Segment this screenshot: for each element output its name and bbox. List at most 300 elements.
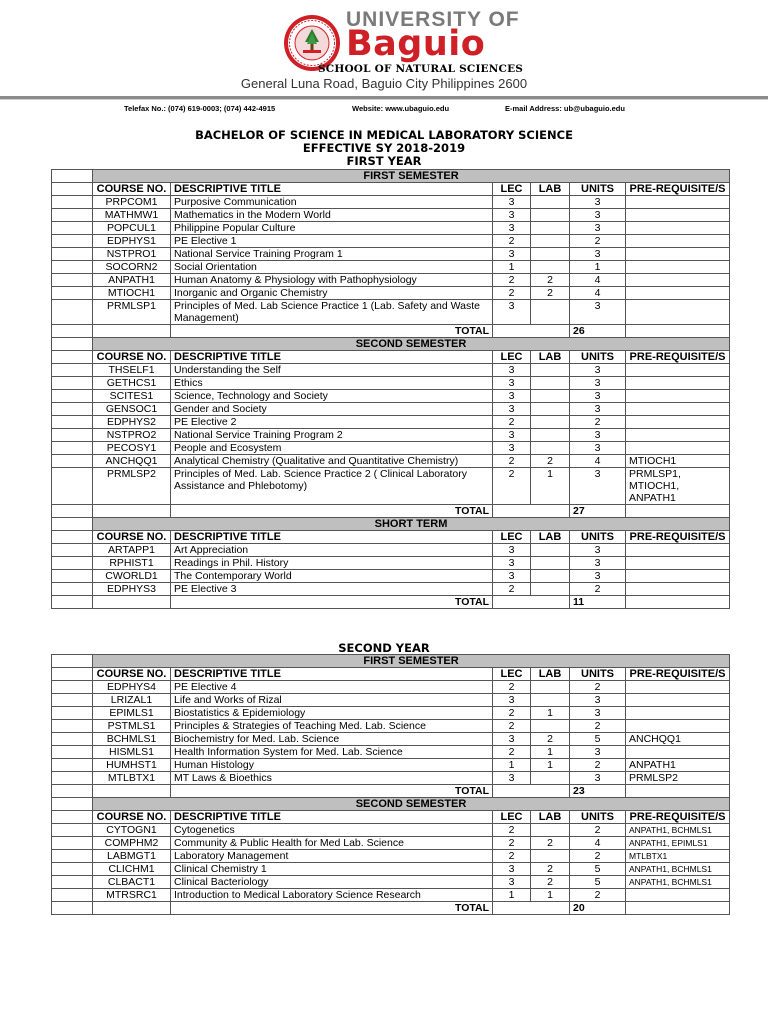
course-code: RPHIST1 <box>93 557 171 570</box>
row-spacer <box>52 824 93 837</box>
lab-value <box>531 557 570 570</box>
prerequisite-value <box>626 416 730 429</box>
course-title: Social Orientation <box>171 261 493 274</box>
semester-label: SHORT TERM <box>93 518 730 531</box>
letterhead <box>0 0 768 96</box>
lec-header: LEC <box>493 531 531 544</box>
semester-spacer <box>52 655 93 668</box>
course-title: Gender and Society <box>171 403 493 416</box>
prerequisite-value: ANPATH1, BCHMLS1 <box>626 876 730 889</box>
units-value: 2 <box>570 759 626 772</box>
units-value: 2 <box>570 850 626 863</box>
course-row <box>52 707 730 720</box>
course-no-header: COURSE NO. <box>93 668 171 681</box>
course-code: CLBACT1 <box>93 876 171 889</box>
lec-value: 3 <box>493 300 531 325</box>
total-blank-code <box>93 505 171 518</box>
prerequisite-value <box>626 390 730 403</box>
lab-value: 1 <box>531 468 570 505</box>
row-spacer <box>52 248 93 261</box>
course-row <box>52 287 730 300</box>
lab-value: 1 <box>531 746 570 759</box>
column-header-row <box>52 668 730 681</box>
row-spacer <box>52 570 93 583</box>
course-row <box>52 746 730 759</box>
lab-header: LAB <box>531 811 570 824</box>
units-value: 5 <box>570 733 626 746</box>
units-value: 3 <box>570 442 626 455</box>
course-title: Art Appreciation <box>171 544 493 557</box>
lab-value <box>531 364 570 377</box>
lec-value: 3 <box>493 863 531 876</box>
course-row <box>52 681 730 694</box>
lab-value: 2 <box>531 287 570 300</box>
course-row <box>52 876 730 889</box>
course-code: NSTPRO2 <box>93 429 171 442</box>
units-value: 3 <box>570 196 626 209</box>
row-spacer <box>52 287 93 300</box>
lab-value <box>531 390 570 403</box>
total-spacer <box>52 785 93 798</box>
lec-value: 3 <box>493 442 531 455</box>
prerequisite-value <box>626 746 730 759</box>
website-link[interactable]: Website: www.ubaguio.edu <box>352 104 450 113</box>
course-code: MATHMW1 <box>93 209 171 222</box>
lab-value <box>531 544 570 557</box>
course-code: POPCUL1 <box>93 222 171 235</box>
course-row <box>52 222 730 235</box>
row-spacer <box>52 733 93 746</box>
course-title: PE Elective 1 <box>171 235 493 248</box>
lab-value <box>531 681 570 694</box>
row-spacer <box>52 707 93 720</box>
lab-value <box>531 248 570 261</box>
total-label: TOTAL <box>171 325 493 338</box>
lec-value: 3 <box>493 733 531 746</box>
course-title: Ethics <box>171 377 493 390</box>
course-title: Principles of Med. Lab. Science Practice 2 ( Clinical Laboratory Assistance and Phlebotomy) <box>171 468 493 505</box>
lec-value: 3 <box>493 209 531 222</box>
lab-header: LAB <box>531 351 570 364</box>
prerequisite-value: ANPATH1, EPIMLS1 <box>626 837 730 850</box>
prereq-header: PRE-REQUISITE/S <box>626 811 730 824</box>
lab-value <box>531 222 570 235</box>
row-spacer <box>52 377 93 390</box>
course-title: Clinical Chemistry 1 <box>171 863 493 876</box>
prerequisite-value <box>626 583 730 596</box>
total-label: TOTAL <box>171 505 493 518</box>
units-header: UNITS <box>570 811 626 824</box>
row-spacer <box>52 235 93 248</box>
university-of-text: UNIVERSITY OF <box>346 8 520 31</box>
units-value: 3 <box>570 377 626 390</box>
first-year-table <box>51 169 730 609</box>
lec-value: 1 <box>493 759 531 772</box>
second-year-label: SECOND YEAR <box>338 641 430 655</box>
units-value: 3 <box>570 300 626 325</box>
total-blank-pre <box>626 785 730 798</box>
lab-value <box>531 772 570 785</box>
course-title: National Service Training Program 2 <box>171 429 493 442</box>
course-title: Laboratory Management <box>171 850 493 863</box>
units-header: UNITS <box>570 531 626 544</box>
second-year-table <box>51 654 730 915</box>
prerequisite-value: MTLBTX1 <box>626 850 730 863</box>
prerequisite-value: PRMLSP2 <box>626 772 730 785</box>
course-no-header: COURSE NO. <box>93 531 171 544</box>
semester-spacer <box>52 338 93 351</box>
lab-value <box>531 720 570 733</box>
lec-value: 2 <box>493 274 531 287</box>
units-value: 2 <box>570 583 626 596</box>
course-title: Human Anatomy & Physiology with Pathophysiology <box>171 274 493 287</box>
course-row <box>52 824 730 837</box>
total-blank-code <box>93 596 171 609</box>
course-title: Understanding the Self <box>171 364 493 377</box>
lab-value: 2 <box>531 274 570 287</box>
lec-value: 2 <box>493 583 531 596</box>
total-blank-pre <box>626 505 730 518</box>
lab-value: 1 <box>531 889 570 902</box>
units-value: 3 <box>570 429 626 442</box>
total-spacer <box>52 325 93 338</box>
lec-value: 3 <box>493 390 531 403</box>
course-code: EDPHYS1 <box>93 235 171 248</box>
title-header: DESCRIPTIVE TITLE <box>171 531 493 544</box>
row-spacer <box>52 557 93 570</box>
lab-value <box>531 261 570 274</box>
course-row <box>52 196 730 209</box>
course-title: Principles & Strategies of Teaching Med. Lab. Science <box>171 720 493 733</box>
prerequisite-value <box>626 694 730 707</box>
lab-value: 2 <box>531 455 570 468</box>
units-value: 3 <box>570 364 626 377</box>
lab-value: 2 <box>531 837 570 850</box>
semester-spacer <box>52 518 93 531</box>
row-spacer <box>52 364 93 377</box>
course-code: PRMLSP2 <box>93 468 171 505</box>
row-spacer <box>52 209 93 222</box>
row-spacer <box>52 468 93 505</box>
total-row <box>52 325 730 338</box>
total-blank-code <box>93 785 171 798</box>
semester-label: FIRST SEMESTER <box>93 170 730 183</box>
lab-header: LAB <box>531 183 570 196</box>
prerequisite-value <box>626 235 730 248</box>
row-spacer <box>52 837 93 850</box>
lec-value: 2 <box>493 850 531 863</box>
lec-value: 3 <box>493 570 531 583</box>
row-spacer <box>52 196 93 209</box>
lec-value: 3 <box>493 364 531 377</box>
row-spacer <box>52 429 93 442</box>
prerequisite-value: PRMLSP1, MTIOCH1, ANPATH1 <box>626 468 730 505</box>
lec-value: 3 <box>493 377 531 390</box>
lec-value: 3 <box>493 403 531 416</box>
course-row <box>52 468 730 505</box>
lab-value <box>531 403 570 416</box>
row-spacer <box>52 746 93 759</box>
course-code: ANCHQQ1 <box>93 455 171 468</box>
course-title: Community & Public Health for Med Lab. Science <box>171 837 493 850</box>
course-title: Science, Technology and Society <box>171 390 493 403</box>
row-spacer <box>52 274 93 287</box>
units-value: 3 <box>570 772 626 785</box>
row-spacer <box>52 455 93 468</box>
units-header: UNITS <box>570 668 626 681</box>
units-header: UNITS <box>570 183 626 196</box>
course-title: Cytogenetics <box>171 824 493 837</box>
prerequisite-value <box>626 889 730 902</box>
semester-label: SECOND SEMESTER <box>93 338 730 351</box>
lec-value: 3 <box>493 694 531 707</box>
course-title: Clinical Bacteriology <box>171 876 493 889</box>
row-spacer <box>52 300 93 325</box>
course-code: MTIOCH1 <box>93 287 171 300</box>
course-row <box>52 720 730 733</box>
course-code: BCHMLS1 <box>93 733 171 746</box>
prerequisite-value <box>626 442 730 455</box>
course-code: THSELF1 <box>93 364 171 377</box>
total-units: 26 <box>570 325 626 338</box>
course-row <box>52 570 730 583</box>
course-row <box>52 364 730 377</box>
row-spacer <box>52 694 93 707</box>
course-title: PE Elective 3 <box>171 583 493 596</box>
course-title: Biostatistics & Epidemiology <box>171 707 493 720</box>
course-code: CWORLD1 <box>93 570 171 583</box>
units-value: 2 <box>570 235 626 248</box>
course-title: PE Elective 2 <box>171 416 493 429</box>
course-row <box>52 557 730 570</box>
total-blank <box>493 902 570 915</box>
course-title: Health Information System for Med. Lab. Science <box>171 746 493 759</box>
lec-header: LEC <box>493 668 531 681</box>
units-value: 3 <box>570 390 626 403</box>
email-link[interactable]: E-mail Address: ub@ubaguio.edu <box>505 104 625 113</box>
course-code: SOCORN2 <box>93 261 171 274</box>
course-row <box>52 390 730 403</box>
course-code: PRPCOM1 <box>93 196 171 209</box>
course-title: Introduction to Medical Laboratory Science Research <box>171 889 493 902</box>
lec-value: 3 <box>493 557 531 570</box>
lec-header: LEC <box>493 351 531 364</box>
lab-value: 2 <box>531 876 570 889</box>
total-spacer <box>52 596 93 609</box>
total-label: TOTAL <box>171 596 493 609</box>
course-code: COMPHM2 <box>93 837 171 850</box>
lab-value <box>531 377 570 390</box>
prerequisite-value <box>626 720 730 733</box>
course-code: EDPHYS4 <box>93 681 171 694</box>
units-value: 4 <box>570 455 626 468</box>
lab-value <box>531 196 570 209</box>
course-title: Analytical Chemistry (Qualitative and Quantitative Chemistry) <box>171 455 493 468</box>
total-units: 27 <box>570 505 626 518</box>
row-spacer <box>52 261 93 274</box>
course-code: GENSOC1 <box>93 403 171 416</box>
course-row <box>52 403 730 416</box>
school-name: SCHOOL OF NATURAL SCIENCES <box>318 63 524 75</box>
lec-value: 2 <box>493 468 531 505</box>
prerequisite-value <box>626 557 730 570</box>
total-row <box>52 785 730 798</box>
lab-value <box>531 235 570 248</box>
row-spacer <box>52 863 93 876</box>
header-spacer <box>52 183 93 196</box>
course-row <box>52 850 730 863</box>
prereq-header: PRE-REQUISITE/S <box>626 531 730 544</box>
units-value: 4 <box>570 837 626 850</box>
total-blank-pre <box>626 902 730 915</box>
lab-header: LAB <box>531 668 570 681</box>
course-row <box>52 772 730 785</box>
course-row <box>52 377 730 390</box>
row-spacer <box>52 772 93 785</box>
total-spacer <box>52 505 93 518</box>
prerequisite-value: ANPATH1 <box>626 759 730 772</box>
prerequisite-value <box>626 429 730 442</box>
row-spacer <box>52 583 93 596</box>
lec-value: 2 <box>493 455 531 468</box>
row-spacer <box>52 442 93 455</box>
course-title: People and Ecosystem <box>171 442 493 455</box>
row-spacer <box>52 759 93 772</box>
course-row <box>52 455 730 468</box>
course-code: CLICHM1 <box>93 863 171 876</box>
course-title: Biochemistry for Med. Lab. Science <box>171 733 493 746</box>
prerequisite-value <box>626 196 730 209</box>
title-header: DESCRIPTIVE TITLE <box>171 183 493 196</box>
course-row <box>52 759 730 772</box>
units-header: UNITS <box>570 351 626 364</box>
semester-label: SECOND SEMESTER <box>93 798 730 811</box>
lec-value: 3 <box>493 248 531 261</box>
effective-year: EFFECTIVE SY 2018-2019 <box>302 141 466 155</box>
total-blank <box>493 596 570 609</box>
units-value: 2 <box>570 889 626 902</box>
address: General Luna Road, Baguio City Philippines 2600 <box>240 76 528 91</box>
header-spacer <box>52 531 93 544</box>
course-title: Inorganic and Organic Chemistry <box>171 287 493 300</box>
course-code: CYTOGN1 <box>93 824 171 837</box>
course-code: SCITES1 <box>93 390 171 403</box>
total-blank <box>493 785 570 798</box>
units-value: 3 <box>570 707 626 720</box>
row-spacer <box>52 876 93 889</box>
course-row <box>52 583 730 596</box>
units-value: 3 <box>570 248 626 261</box>
course-row <box>52 429 730 442</box>
lec-header: LEC <box>493 183 531 196</box>
semester-row <box>52 170 730 183</box>
units-value: 5 <box>570 863 626 876</box>
total-row <box>52 902 730 915</box>
course-code: ANPATH1 <box>93 274 171 287</box>
lab-value <box>531 429 570 442</box>
total-row <box>52 505 730 518</box>
lab-value: 1 <box>531 707 570 720</box>
units-value: 1 <box>570 261 626 274</box>
row-spacer <box>52 850 93 863</box>
lab-value <box>531 850 570 863</box>
lec-value: 3 <box>493 876 531 889</box>
course-row <box>52 300 730 325</box>
course-title: Purposive Communication <box>171 196 493 209</box>
course-title: Human Histology <box>171 759 493 772</box>
lec-value: 3 <box>493 196 531 209</box>
course-title: National Service Training Program 1 <box>171 248 493 261</box>
semester-row <box>52 338 730 351</box>
course-code: HISMLS1 <box>93 746 171 759</box>
lab-value: 2 <box>531 863 570 876</box>
total-units: 20 <box>570 902 626 915</box>
lab-value <box>531 694 570 707</box>
course-row <box>52 694 730 707</box>
row-spacer <box>52 403 93 416</box>
lab-value: 1 <box>531 759 570 772</box>
units-value: 3 <box>570 403 626 416</box>
title-header: DESCRIPTIVE TITLE <box>171 811 493 824</box>
row-spacer <box>52 222 93 235</box>
course-title: Principles of Med. Lab Science Practice 1 (Lab. Safety and Waste Management) <box>171 300 493 325</box>
units-value: 4 <box>570 274 626 287</box>
lec-value: 3 <box>493 429 531 442</box>
course-title: Mathematics in the Modern World <box>171 209 493 222</box>
prereq-header: PRE-REQUISITE/S <box>626 183 730 196</box>
lec-value: 2 <box>493 720 531 733</box>
prerequisite-value: ANPATH1, BCHMLS1 <box>626 824 730 837</box>
course-title: MT Laws & Bioethics <box>171 772 493 785</box>
course-title: Philippine Popular Culture <box>171 222 493 235</box>
lec-value: 1 <box>493 889 531 902</box>
row-spacer <box>52 416 93 429</box>
header-rule-thin <box>0 99 768 100</box>
prereq-header: PRE-REQUISITE/S <box>626 351 730 364</box>
lec-value: 2 <box>493 707 531 720</box>
lec-value: 3 <box>493 544 531 557</box>
prerequisite-value: ANCHQQ1 <box>626 733 730 746</box>
units-value: 3 <box>570 694 626 707</box>
units-value: 3 <box>570 209 626 222</box>
course-row <box>52 544 730 557</box>
prerequisite-value: MTIOCH1 <box>626 455 730 468</box>
total-blank-pre <box>626 596 730 609</box>
total-row <box>52 596 730 609</box>
prerequisite-value <box>626 707 730 720</box>
units-value: 3 <box>570 544 626 557</box>
prerequisite-value <box>626 377 730 390</box>
course-title: Life and Works of Rizal <box>171 694 493 707</box>
course-code: ARTAPP1 <box>93 544 171 557</box>
course-code: NSTPRO1 <box>93 248 171 261</box>
course-code: PSTMLS1 <box>93 720 171 733</box>
first-year-label: FIRST YEAR <box>346 154 422 168</box>
total-blank-code <box>93 325 171 338</box>
total-blank <box>493 325 570 338</box>
course-row <box>52 235 730 248</box>
row-spacer <box>52 681 93 694</box>
prerequisite-value <box>626 364 730 377</box>
column-header-row <box>52 351 730 364</box>
total-units: 23 <box>570 785 626 798</box>
units-value: 3 <box>570 468 626 505</box>
baguio-wordmark: Baguio <box>346 24 486 64</box>
semester-spacer <box>52 798 93 811</box>
units-value: 3 <box>570 570 626 583</box>
course-row <box>52 248 730 261</box>
course-code: EPIMLS1 <box>93 707 171 720</box>
